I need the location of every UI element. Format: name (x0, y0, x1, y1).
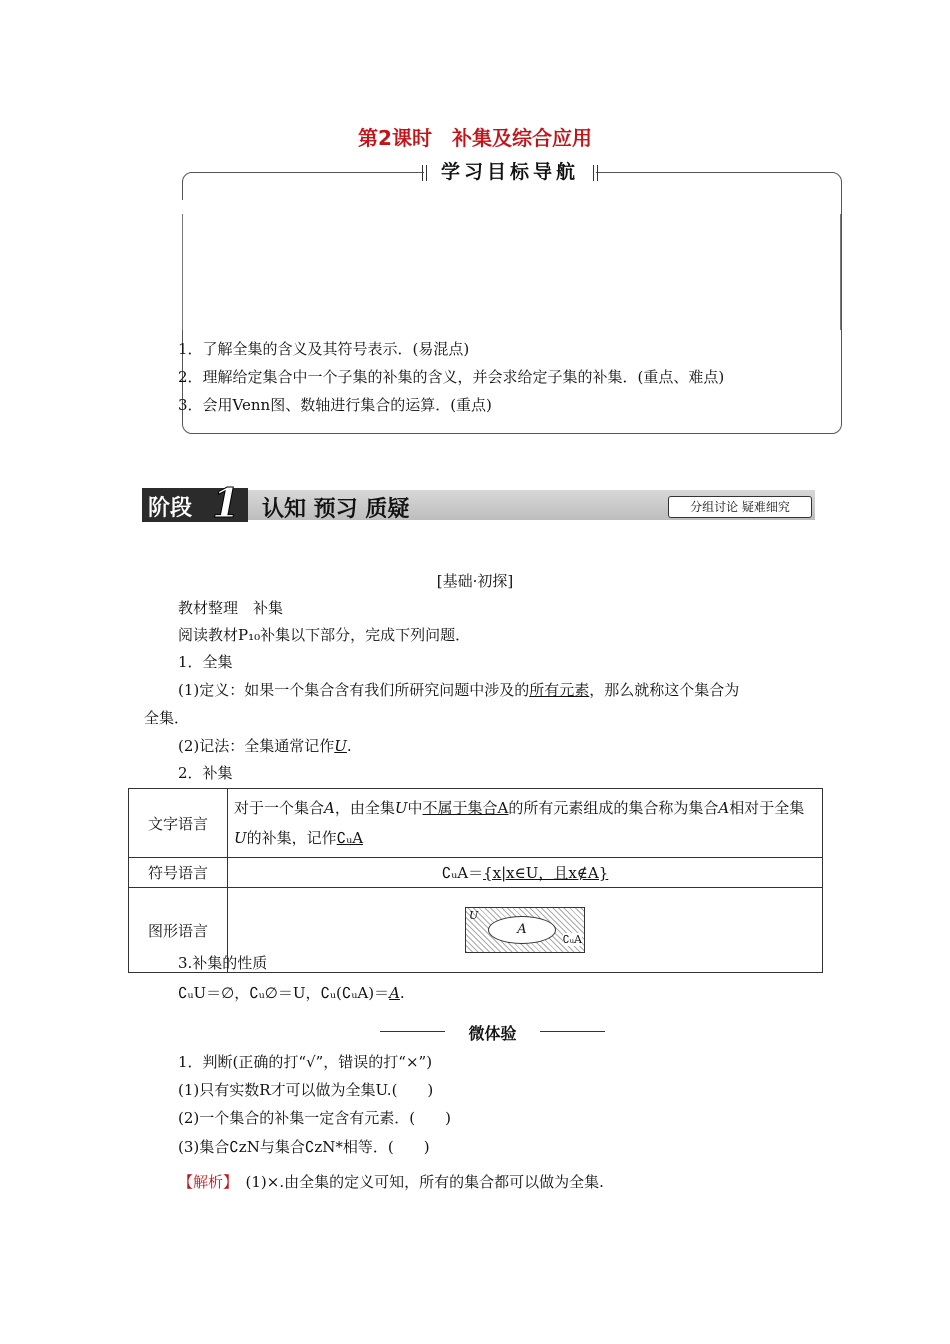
goal-item-3: 3．会用Venn图、数轴进行集合的运算．(重点) (178, 396, 492, 414)
basic-heading: [基础·初探] (436, 572, 514, 590)
heading-properties: 3.补集的性质 (178, 954, 268, 972)
notation-end: . (346, 737, 352, 755)
table-row (129, 789, 823, 858)
stage-number: 1 (212, 480, 240, 527)
notation-blank: U (334, 737, 347, 755)
definition-cont: 全集． (144, 709, 190, 727)
stage-tag: 分组讨论 疑难细究 (668, 496, 812, 518)
analysis-line (178, 1171, 604, 1192)
properties-blank: A (389, 984, 400, 1002)
heading-universal-set: 1．全集 (178, 653, 233, 671)
item-1: (1)只有实数R才可以做为全集U.( ) (178, 1081, 434, 1099)
goals-left-rule (182, 214, 183, 330)
practice-heading-bar (380, 1021, 605, 1041)
item-3: (3)集合∁ᴢN与集合∁ᴢN*相等．( ) (178, 1138, 430, 1156)
row-head-text: 文字语言 (129, 789, 228, 858)
heading-complement: 2．补集 (178, 764, 233, 782)
reading-note: 阅读教材P₁₀补集以下部分，完成下列问题． (178, 626, 471, 644)
definition-blank: 所有元素 (529, 681, 590, 699)
venn-diagram (465, 907, 585, 953)
analysis-label: 【解析】 (178, 1173, 231, 1191)
venn-label-u: U (469, 909, 479, 922)
analysis-text: (1)×.由全集的定义可知，所有的集合都可以做为全集. (245, 1173, 604, 1191)
goals-heading: 学习目标导航 (424, 157, 596, 184)
row-symbol-desc: ∁ᵤA＝{x|x∈U，且x∉A} (228, 858, 823, 888)
stage-title: 认知 预习 质疑 (262, 496, 410, 522)
properties-line (178, 982, 405, 1003)
goal-item-1: 1．了解全集的含义及其符号表示．(易混点) (178, 340, 470, 358)
definition-line (178, 679, 739, 700)
goals-blank (182, 200, 840, 330)
row-graph-cell (228, 888, 823, 973)
venn-set-a: A (488, 916, 556, 944)
definition-text-b: ，那么就称这个集合为 (589, 681, 740, 699)
practice-heading: 微体验 (468, 1024, 517, 1043)
goals-right-rule (840, 214, 841, 330)
item-2: (2)一个集合的补集一定含有元素．( ) (178, 1109, 451, 1127)
stage-label: 阶段 (148, 496, 193, 521)
row-head-graph: 图形语言 (129, 888, 228, 973)
row-head-symbol: 符号语言 (129, 858, 228, 888)
definition-text-a: (1)定义：如果一个集合含有我们所研究问题中涉及的 (178, 681, 530, 699)
table-row (129, 858, 823, 888)
goal-item-2: 2．理解给定集合中一个子集的补集的含义，并会求给定子集的补集．(重点、难点) (178, 368, 725, 386)
complement-table (128, 788, 823, 973)
venn-label-complement: ∁ᵤA (562, 933, 582, 946)
properties-text: ∁ᵤU＝∅，∁ᵤ∅＝U，∁ᵤ(∁ᵤA)＝ (178, 984, 390, 1002)
section-title: 教材整理 补集 (178, 599, 284, 617)
question-1: 1．判断(正确的打“√”，错误的打“×”) (178, 1053, 433, 1071)
properties-end: . (399, 984, 405, 1002)
row-text-desc: 对于一个集合A，由全集U中不属于集合A的所有元素组成的集合称为集合A相对于全集U的补集，记作∁ᵤA (228, 789, 823, 858)
page-title: 第2课时 补集及综合应用 (358, 126, 592, 150)
notation-line (178, 735, 352, 756)
notation-text: (2)记法：全集通常记作 (178, 737, 335, 755)
